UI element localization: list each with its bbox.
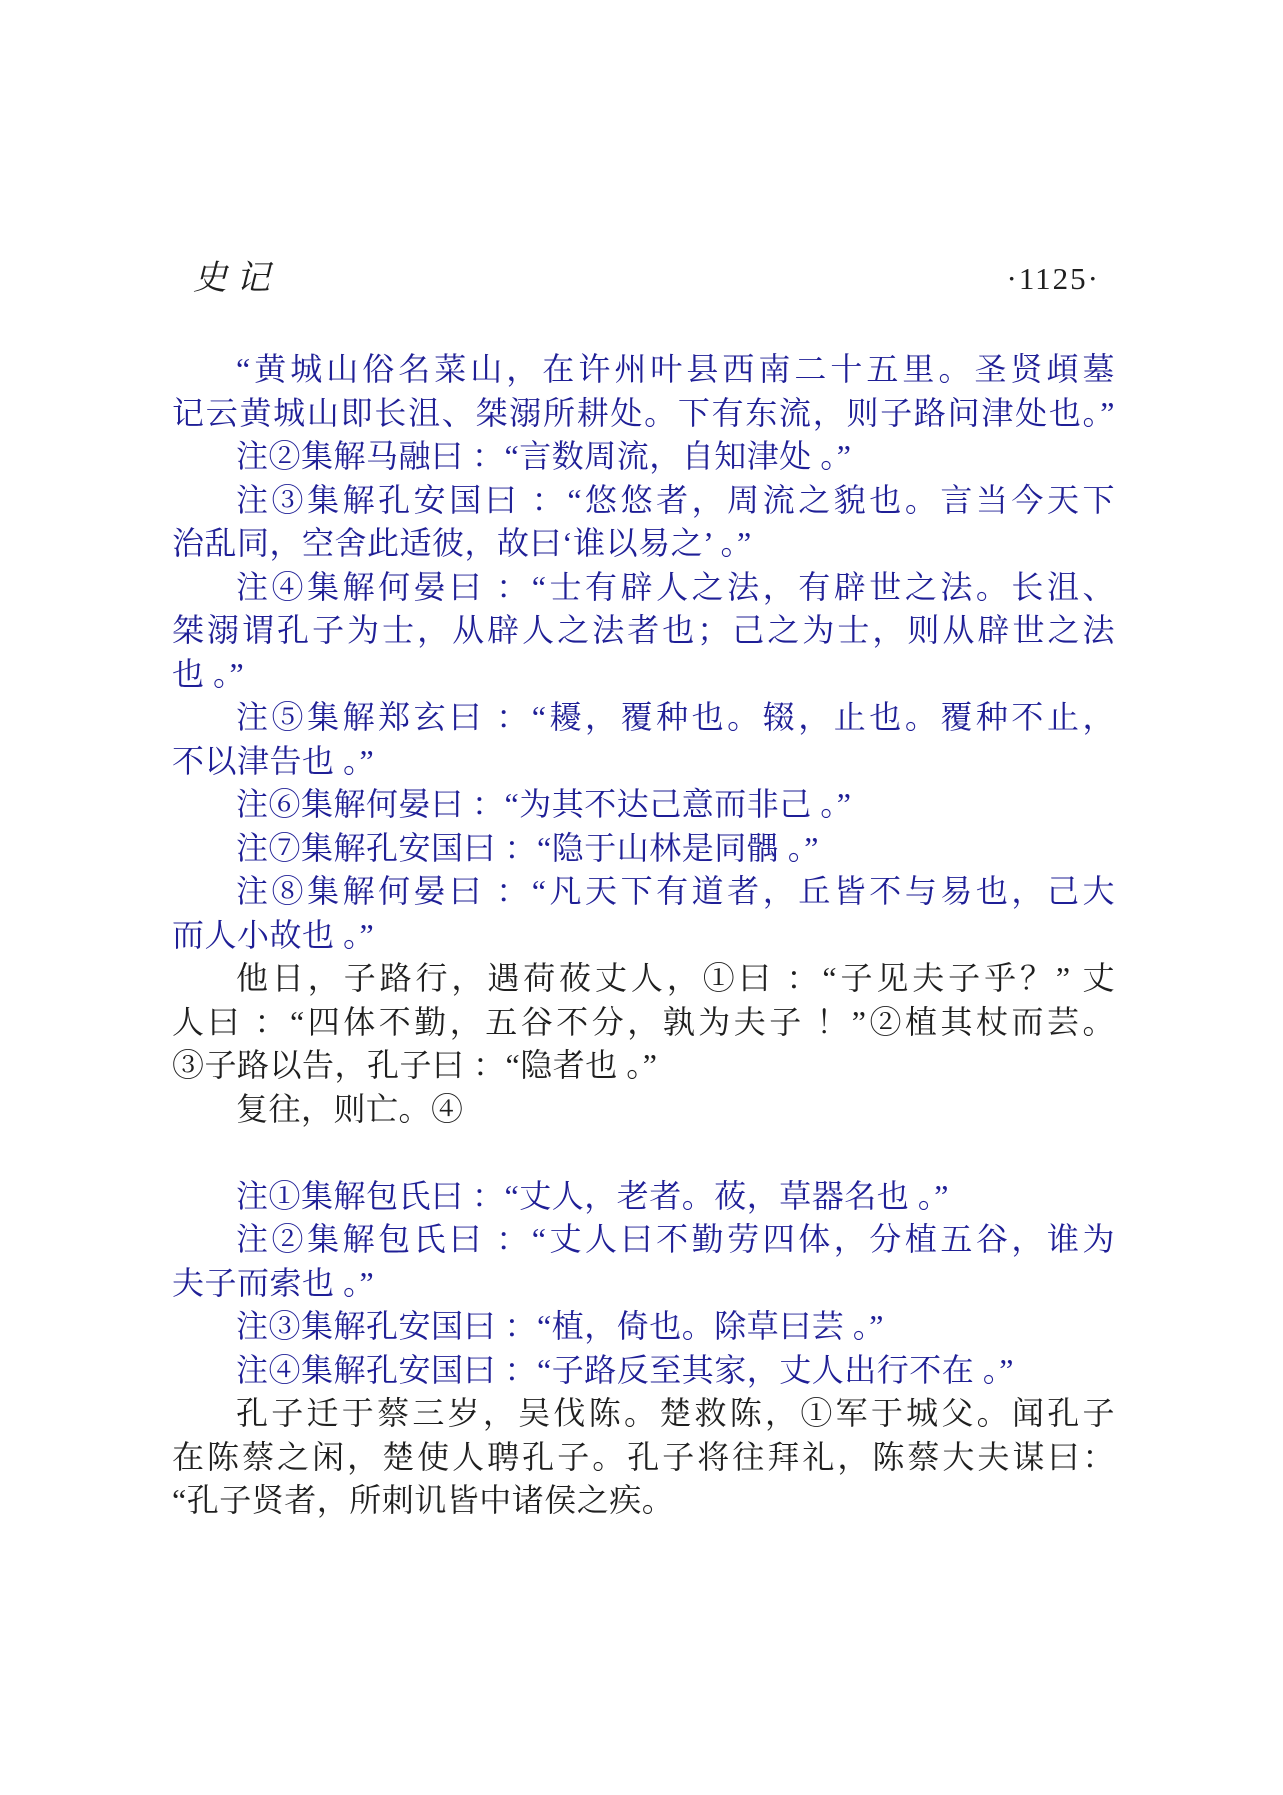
running-header	[193, 250, 1100, 299]
text-line: 记云黄城山即长沮、桀溺所耕处。下有东流，则子路问津处也。”	[172, 394, 1115, 431]
text-line: 不以津告也 。”	[172, 742, 375, 779]
text-line: 注⑥集解何晏曰 ：“为其不达己意而非己 。”	[236, 786, 852, 822]
text-line: 也 。”	[172, 655, 245, 692]
text-line: 注⑦集解孔安国曰 ：“隐于山林是同髃 。”	[236, 829, 819, 866]
text-line: 而人小故也 。”	[172, 916, 375, 953]
text-line: “黄城山俗名菜山，在许州叶县西南二十五里。圣贤頉墓	[236, 351, 1115, 387]
text-line: 注②集解马融曰 ：“言数周流，自知津处 。”	[236, 438, 852, 474]
text-line: 注②集解包氏曰 ：“丈人曰不勤劳四体，分植五谷，谁为	[236, 1221, 1115, 1257]
text-line: 在陈蔡之闲，楚使人聘孔子。孔子将往拜礼，陈蔡大夫谋曰：	[172, 1438, 1115, 1475]
book-title: 史记	[193, 260, 279, 297]
text-line: ③子路以告，孔子曰 ：“隐者也 。”	[172, 1047, 658, 1083]
text-line: 注⑧集解何晏曰 ：“凡天下有道者，丘皆不与易也，己大	[236, 873, 1115, 909]
text-line: 夫子而索也 。”	[172, 1264, 375, 1301]
text-body	[172, 348, 1115, 1523]
page-number: ·1125·	[1006, 261, 1100, 296]
text-line: 复往，则亡。④	[236, 1090, 464, 1127]
text-line: 注④集解孔安国曰 ：“子路反至其家，丈人出行不在 。”	[236, 1351, 1014, 1388]
text-line: 注⑤集解郑玄曰 ：“耰，覆种也。辍，止也。覆种不止，	[236, 699, 1115, 735]
text-line: 治乱同，空舍此适彼，故曰‘谁以易之’ 。”	[172, 525, 752, 561]
text-line: 他日，子路行，遇荷莜丈人，①曰 ：“子见夫子乎？” 丈	[236, 960, 1115, 996]
blank-line	[172, 1131, 1115, 1175]
text-line: 桀溺谓孔子为士，从辟人之法者也；己之为士，则从辟世之法	[172, 612, 1115, 648]
text-line: 注③集解孔安国曰 ：“植，倚也。除草曰芸 。”	[236, 1308, 884, 1344]
text-line: “孔子贤者，所刺讥皆中诸侯之疾。	[172, 1482, 675, 1518]
text-line: 人曰 ：“四体不勤，五谷不分，孰为夫子 ！”②植其杖而芸。	[172, 1003, 1115, 1040]
text-line: 孔子迁于蔡三岁，吴伐陈。楚救陈，①军于城父。闻孔子	[236, 1395, 1115, 1431]
text-line: 注③集解孔安国曰 ：“悠悠者，周流之貌也。言当今天下	[236, 481, 1115, 518]
text-line: 注④集解何晏曰 ：“士有辟人之法，有辟世之法。长沮、	[236, 568, 1115, 605]
text-line: 注①集解包氏曰 ：“丈人，老者。莜，草器名也 。”	[236, 1177, 949, 1214]
